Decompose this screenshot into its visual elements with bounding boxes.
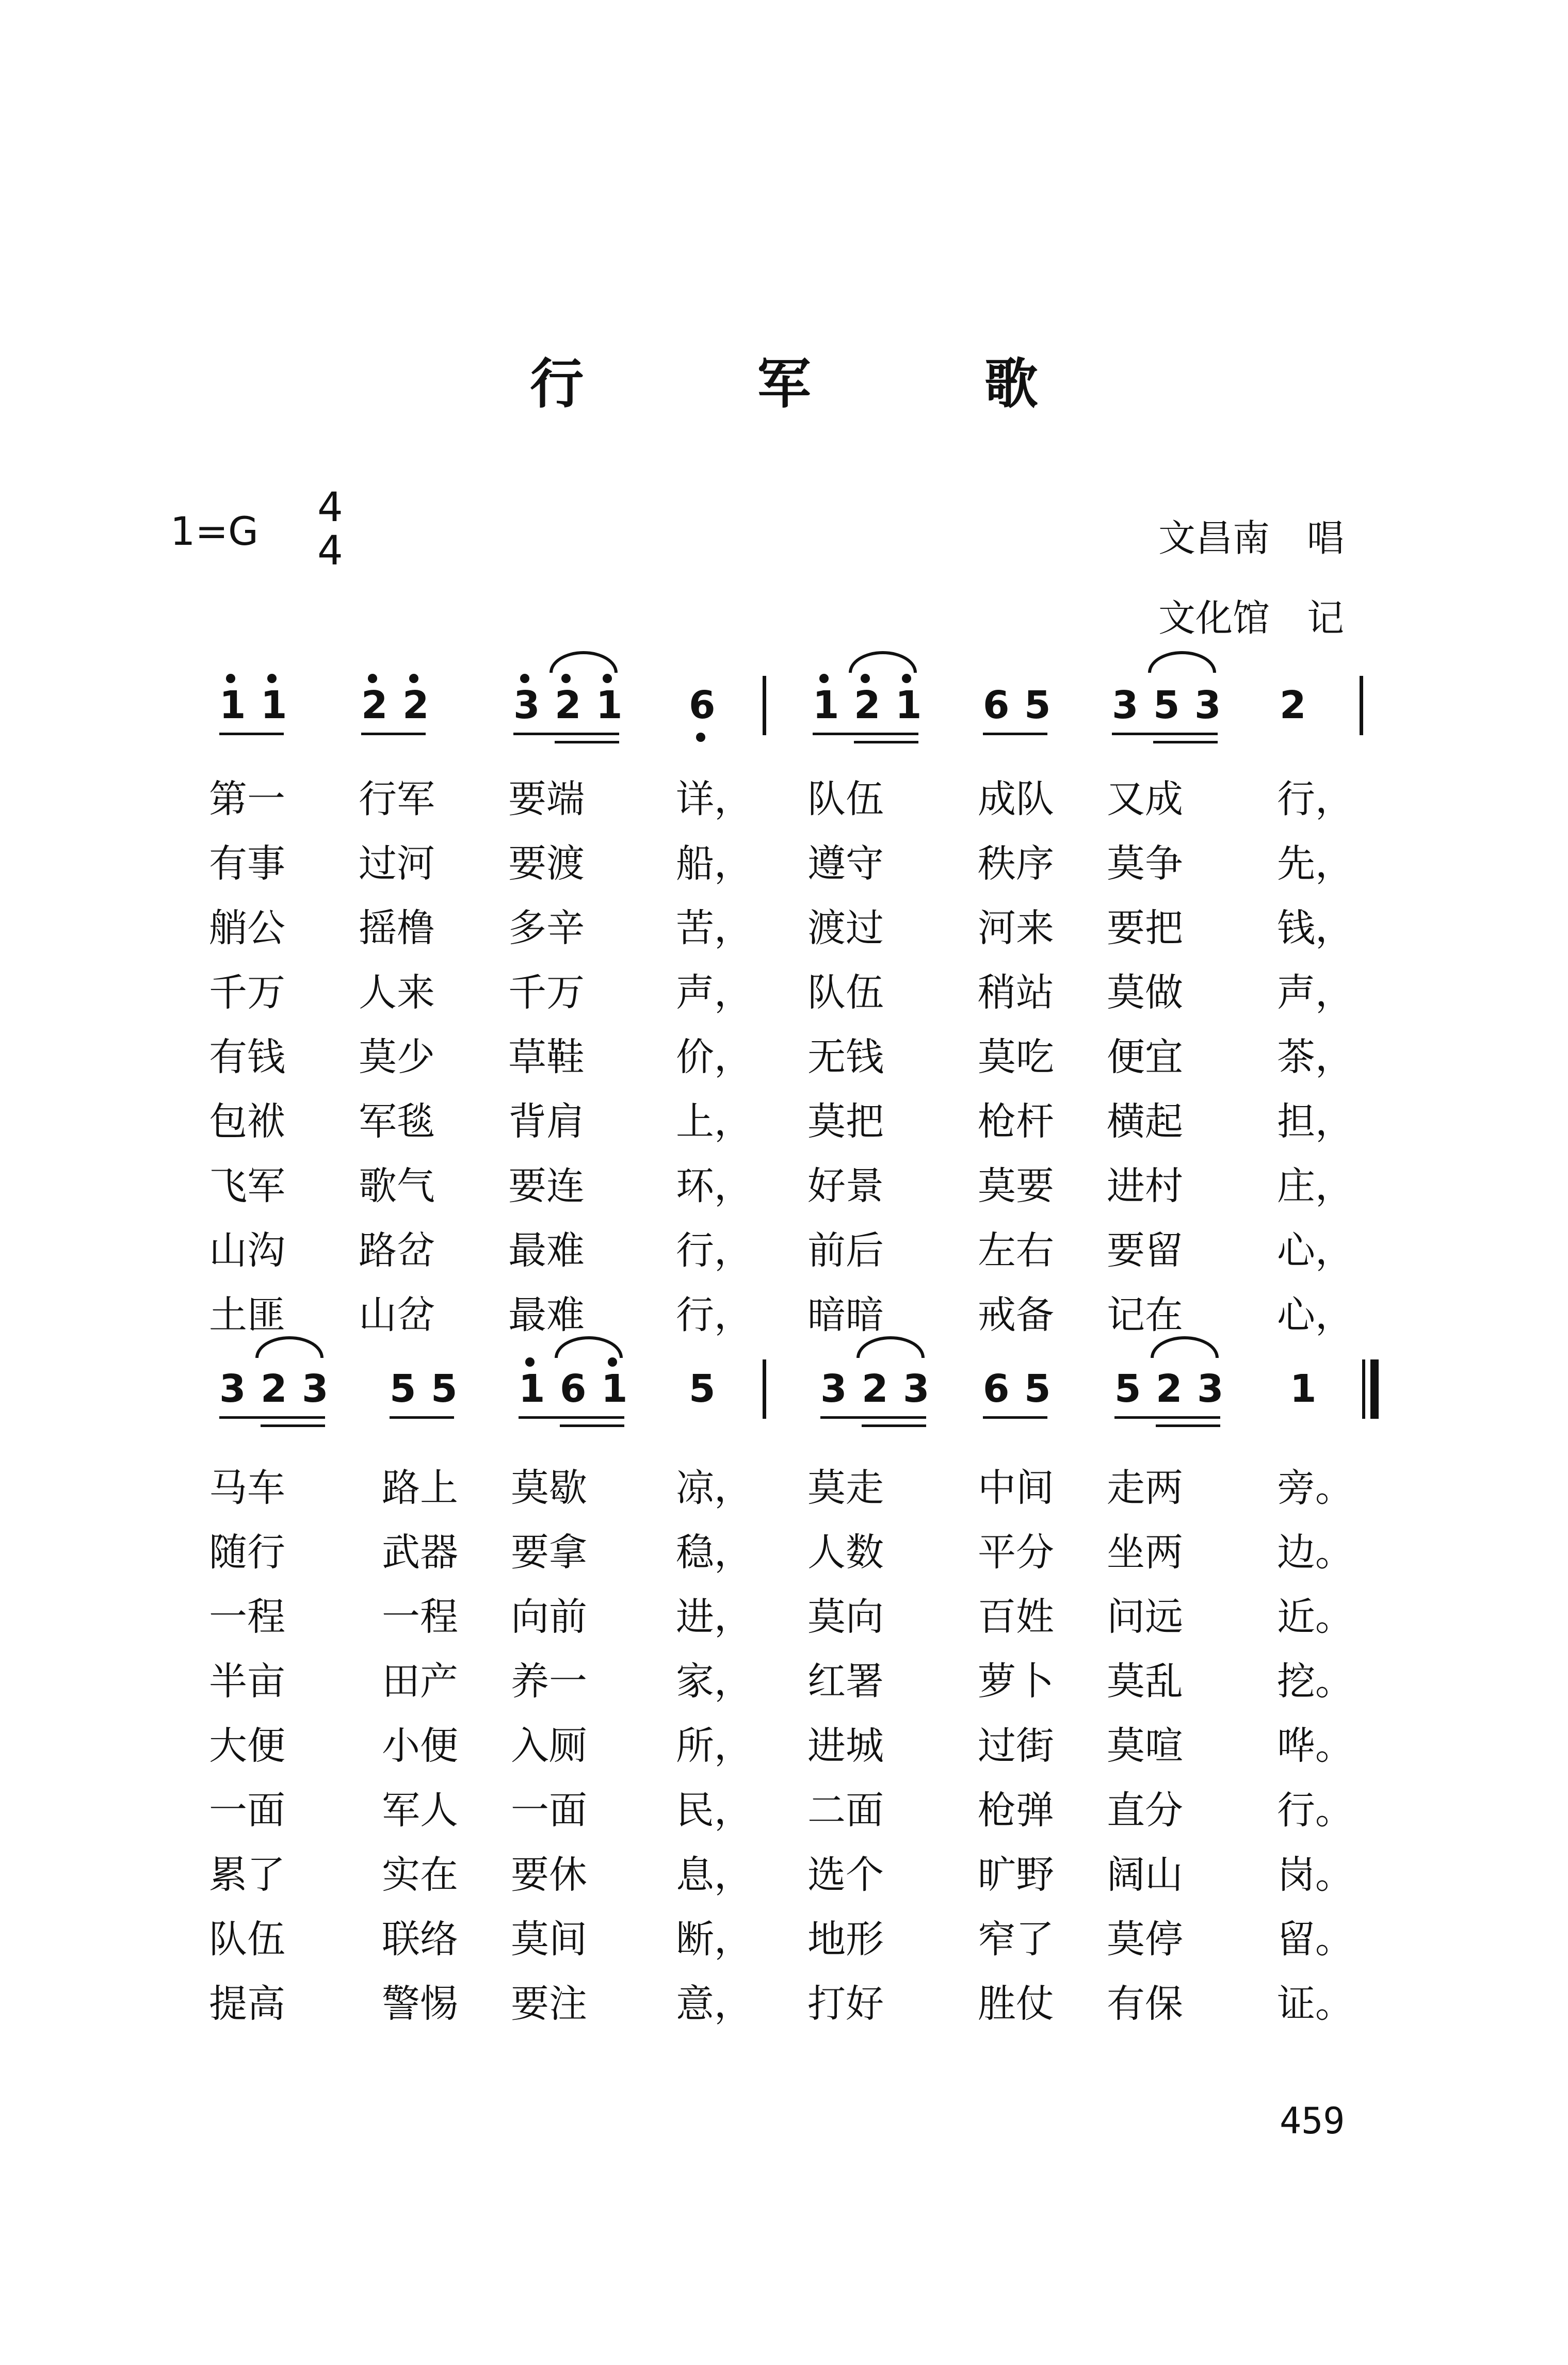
note: 5 <box>431 1367 458 1411</box>
lyric: 平分 <box>978 1530 1054 1575</box>
lyric: 第一 <box>209 777 285 821</box>
lyric: 千万 <box>508 970 585 1015</box>
lyric: 声， <box>1277 970 1353 1015</box>
lyric: 莫走 <box>807 1466 884 1510</box>
note: 1 <box>813 683 839 727</box>
slur <box>1151 1336 1219 1358</box>
lyric: 联络 <box>382 1917 458 1962</box>
lyric: 武器 <box>382 1530 458 1575</box>
key-signature: 1=G <box>170 508 258 554</box>
octave-dot <box>525 1357 535 1367</box>
lyric: 又成 <box>1107 777 1183 821</box>
barline <box>763 676 766 735</box>
lyric: 飞军 <box>209 1164 285 1208</box>
underline <box>1153 741 1218 743</box>
lyric: 心， <box>1277 1228 1353 1273</box>
lyric: 二面 <box>807 1788 884 1833</box>
lyric: 渡过 <box>807 906 884 950</box>
lyric: 红署 <box>807 1659 884 1704</box>
lyric: 队伍 <box>807 970 884 1015</box>
note: 5 <box>1024 683 1051 727</box>
lyric: 莫向 <box>807 1595 884 1639</box>
lyric: 警惕 <box>382 1982 458 2026</box>
lyric: 半亩 <box>209 1659 285 1704</box>
lyric: 息， <box>676 1853 752 1897</box>
underline <box>390 1416 454 1419</box>
lyric: 草鞋 <box>508 1035 585 1079</box>
lyric: 要注 <box>511 1982 587 2026</box>
note: 2 <box>1156 1367 1183 1411</box>
octave-dot <box>603 674 612 683</box>
lyric: 上， <box>676 1099 752 1144</box>
lyric: 钱， <box>1277 906 1353 950</box>
lyric: 路上 <box>382 1466 458 1510</box>
lyric: 要渡 <box>508 841 585 886</box>
lyric: 担， <box>1277 1099 1353 1144</box>
lyric: 岗。 <box>1277 1853 1353 1897</box>
underline <box>219 733 284 735</box>
lyric: 挖。 <box>1277 1659 1353 1704</box>
lyric: 莫歇 <box>511 1466 587 1510</box>
low-octave-dot <box>696 733 705 742</box>
lyric: 土匪 <box>209 1293 285 1337</box>
lyric: 要休 <box>511 1853 587 1897</box>
underline <box>862 1424 926 1427</box>
lyric: 枪弹 <box>978 1788 1054 1833</box>
underline <box>813 733 918 735</box>
note: 1 <box>596 683 623 727</box>
lyric: 多辛 <box>508 906 585 950</box>
lyric: 马车 <box>209 1466 285 1510</box>
note: 1 <box>519 1367 545 1411</box>
lyric: 一面 <box>209 1788 285 1833</box>
lyric: 苦， <box>676 906 752 950</box>
underline <box>854 741 918 743</box>
lyric: 莫做 <box>1107 970 1183 1015</box>
lyric: 莫把 <box>807 1099 884 1144</box>
underline <box>513 733 619 735</box>
lyric: 有保 <box>1107 1982 1183 2026</box>
lyric: 要把 <box>1107 906 1183 950</box>
slur <box>1148 651 1216 673</box>
lyric: 近。 <box>1277 1595 1353 1639</box>
note: 1 <box>219 683 246 727</box>
lyric: 详， <box>676 777 752 821</box>
barline <box>763 1359 766 1419</box>
note: 6 <box>983 683 1010 727</box>
page-title: 行 军 歌 <box>530 352 1116 415</box>
underline <box>519 1416 624 1419</box>
lyric: 行。 <box>1277 1788 1353 1833</box>
lyric: 横起 <box>1107 1099 1183 1144</box>
lyric: 打好 <box>807 1982 884 2026</box>
lyric: 戒备 <box>978 1293 1054 1337</box>
lyric: 心， <box>1277 1293 1353 1337</box>
note: 3 <box>513 683 540 727</box>
lyric: 军毯 <box>359 1099 435 1144</box>
note: 5 <box>390 1367 416 1411</box>
note: 3 <box>820 1367 847 1411</box>
note: 2 <box>261 1367 287 1411</box>
lyric: 行， <box>676 1228 752 1273</box>
note: 3 <box>903 1367 930 1411</box>
lyric: 地形 <box>807 1917 884 1962</box>
lyric: 包袱 <box>209 1099 285 1144</box>
lyric: 莫乱 <box>1107 1659 1183 1704</box>
time-signature-bottom: 4 <box>317 528 343 574</box>
lyric: 旁。 <box>1277 1466 1353 1510</box>
lyric: 萝卜 <box>978 1659 1054 1704</box>
lyric: 过街 <box>978 1724 1054 1768</box>
lyric: 莫停 <box>1107 1917 1183 1962</box>
slur <box>849 651 917 673</box>
lyric: 实在 <box>382 1853 458 1897</box>
barline <box>1360 676 1363 735</box>
note: 2 <box>555 683 581 727</box>
lyric: 边。 <box>1277 1530 1353 1575</box>
lyric: 人数 <box>807 1530 884 1575</box>
lyric: 一面 <box>511 1788 587 1833</box>
lyric: 秩序 <box>978 841 1054 886</box>
note: 2 <box>402 683 429 727</box>
lyric: 百姓 <box>978 1595 1054 1639</box>
lyric: 凉， <box>676 1466 752 1510</box>
lyric: 旷野 <box>978 1853 1054 1897</box>
note: 2 <box>854 683 881 727</box>
note: 6 <box>689 683 716 727</box>
lyric: 累了 <box>209 1853 285 1897</box>
lyric: 莫争 <box>1107 841 1183 886</box>
lyric: 入厕 <box>511 1724 587 1768</box>
underline <box>1112 733 1218 735</box>
lyric: 暗暗 <box>807 1293 884 1337</box>
lyric: 队伍 <box>209 1917 285 1962</box>
lyric: 船， <box>676 841 752 886</box>
credit-recorder: 文化馆 记 <box>1158 596 1345 640</box>
lyric: 最难 <box>508 1293 585 1337</box>
lyric: 断， <box>676 1917 752 1962</box>
octave-dot <box>368 674 377 683</box>
lyric: 有事 <box>209 841 285 886</box>
final-barline-thin <box>1362 1359 1365 1419</box>
note: 3 <box>302 1367 329 1411</box>
lyric: 进城 <box>807 1724 884 1768</box>
underline <box>219 1416 325 1419</box>
lyric: 要留 <box>1107 1228 1183 1273</box>
time-signature-top: 4 <box>317 484 343 531</box>
underline <box>1114 1416 1220 1419</box>
lyric: 环， <box>676 1164 752 1208</box>
slur <box>549 651 618 673</box>
note: 2 <box>361 683 388 727</box>
underline <box>820 1416 926 1419</box>
note: 1 <box>261 683 287 727</box>
lyric: 向前 <box>511 1595 587 1639</box>
lyric: 走两 <box>1107 1466 1183 1510</box>
lyric: 家， <box>676 1659 752 1704</box>
lyric: 有钱 <box>209 1035 285 1079</box>
note: 3 <box>1197 1367 1224 1411</box>
lyric: 枪杆 <box>978 1099 1054 1144</box>
lyric: 莫吃 <box>978 1035 1054 1079</box>
octave-dot <box>409 674 418 683</box>
lyric: 山岔 <box>359 1293 435 1337</box>
lyric: 行， <box>676 1293 752 1337</box>
underline <box>361 733 426 735</box>
lyric: 养一 <box>511 1659 587 1704</box>
lyric: 随行 <box>209 1530 285 1575</box>
lyric: 先， <box>1277 841 1353 886</box>
note: 6 <box>983 1367 1010 1411</box>
lyric: 田产 <box>382 1659 458 1704</box>
lyric: 莫少 <box>359 1035 435 1079</box>
lyric: 小便 <box>382 1724 458 1768</box>
lyric: 莫要 <box>978 1164 1054 1208</box>
lyric: 河来 <box>978 906 1054 950</box>
lyric: 路岔 <box>359 1228 435 1273</box>
lyric: 坐两 <box>1107 1530 1183 1575</box>
lyric: 莫喧 <box>1107 1724 1183 1768</box>
octave-dot <box>520 674 529 683</box>
octave-dot <box>226 674 235 683</box>
underline <box>560 1424 624 1427</box>
lyric: 民， <box>676 1788 752 1833</box>
lyric: 意， <box>676 1982 752 2026</box>
lyric: 军人 <box>382 1788 458 1833</box>
octave-dot <box>861 674 870 683</box>
underline <box>983 1416 1047 1419</box>
lyric: 队伍 <box>807 777 884 821</box>
note: 2 <box>862 1367 888 1411</box>
lyric: 进， <box>676 1595 752 1639</box>
lyric: 便宜 <box>1107 1035 1183 1079</box>
underline <box>555 741 619 743</box>
octave-dot <box>608 1357 617 1367</box>
lyric: 稍站 <box>978 970 1054 1015</box>
note: 5 <box>1114 1367 1141 1411</box>
page-number: 459 <box>1280 2100 1345 2142</box>
lyric: 证。 <box>1277 1982 1353 2026</box>
slur <box>555 1336 623 1358</box>
lyric: 无钱 <box>807 1035 884 1079</box>
lyric: 千万 <box>209 970 285 1015</box>
lyric: 最难 <box>508 1228 585 1273</box>
lyric: 要连 <box>508 1164 585 1208</box>
lyric: 要端 <box>508 777 585 821</box>
lyric: 哗。 <box>1277 1724 1353 1768</box>
underline <box>1156 1424 1220 1427</box>
slur <box>255 1336 324 1358</box>
lyric: 所， <box>676 1724 752 1768</box>
octave-dot <box>267 674 277 683</box>
note: 1 <box>895 683 922 727</box>
lyric: 阔山 <box>1107 1853 1183 1897</box>
lyric: 留。 <box>1277 1917 1353 1962</box>
lyric: 茶， <box>1277 1035 1353 1079</box>
lyric: 中间 <box>978 1466 1054 1510</box>
lyric: 直分 <box>1107 1788 1183 1833</box>
lyric: 成队 <box>978 777 1054 821</box>
lyric: 记在 <box>1107 1293 1183 1337</box>
underline <box>983 733 1047 735</box>
lyric: 一程 <box>209 1595 285 1639</box>
note: 1 <box>601 1367 628 1411</box>
octave-dot <box>902 674 911 683</box>
lyric: 山沟 <box>209 1228 285 1273</box>
note: 5 <box>1024 1367 1051 1411</box>
lyric: 艄公 <box>209 906 285 950</box>
note: 3 <box>219 1367 246 1411</box>
lyric: 选个 <box>807 1853 884 1897</box>
lyric: 背肩 <box>508 1099 585 1144</box>
lyric: 人来 <box>359 970 435 1015</box>
time-signature <box>312 484 348 574</box>
credit-singer: 文昌南 唱 <box>1158 516 1345 560</box>
lyric: 稳， <box>676 1530 752 1575</box>
lyric: 一程 <box>382 1595 458 1639</box>
note: 5 <box>689 1367 716 1411</box>
lyric: 过河 <box>359 841 435 886</box>
note: 1 <box>1290 1367 1317 1411</box>
octave-dot <box>561 674 571 683</box>
lyric: 大便 <box>209 1724 285 1768</box>
note: 5 <box>1153 683 1180 727</box>
lyric: 问远 <box>1107 1595 1183 1639</box>
lyric: 声， <box>676 970 752 1015</box>
note: 2 <box>1280 683 1306 727</box>
underline <box>261 1424 325 1427</box>
lyric: 庄， <box>1277 1164 1353 1208</box>
slur <box>856 1336 925 1358</box>
note: 3 <box>1112 683 1139 727</box>
note: 3 <box>1194 683 1221 727</box>
octave-dot <box>819 674 829 683</box>
lyric: 莫间 <box>511 1917 587 1962</box>
lyric: 提高 <box>209 1982 285 2026</box>
lyric: 左右 <box>978 1228 1054 1273</box>
final-barline-thick <box>1370 1359 1379 1419</box>
lyric: 胜仗 <box>978 1982 1054 2026</box>
lyric: 进村 <box>1107 1164 1183 1208</box>
lyric: 摇橹 <box>359 906 435 950</box>
lyric: 行， <box>1277 777 1353 821</box>
lyric: 价， <box>676 1035 752 1079</box>
lyric: 好景 <box>807 1164 884 1208</box>
lyric: 行军 <box>359 777 435 821</box>
lyric: 遵守 <box>807 841 884 886</box>
lyric: 歌气 <box>359 1164 435 1208</box>
lyric: 前后 <box>807 1228 884 1273</box>
note: 6 <box>560 1367 587 1411</box>
lyric: 要拿 <box>511 1530 587 1575</box>
lyric: 窄了 <box>978 1917 1054 1962</box>
